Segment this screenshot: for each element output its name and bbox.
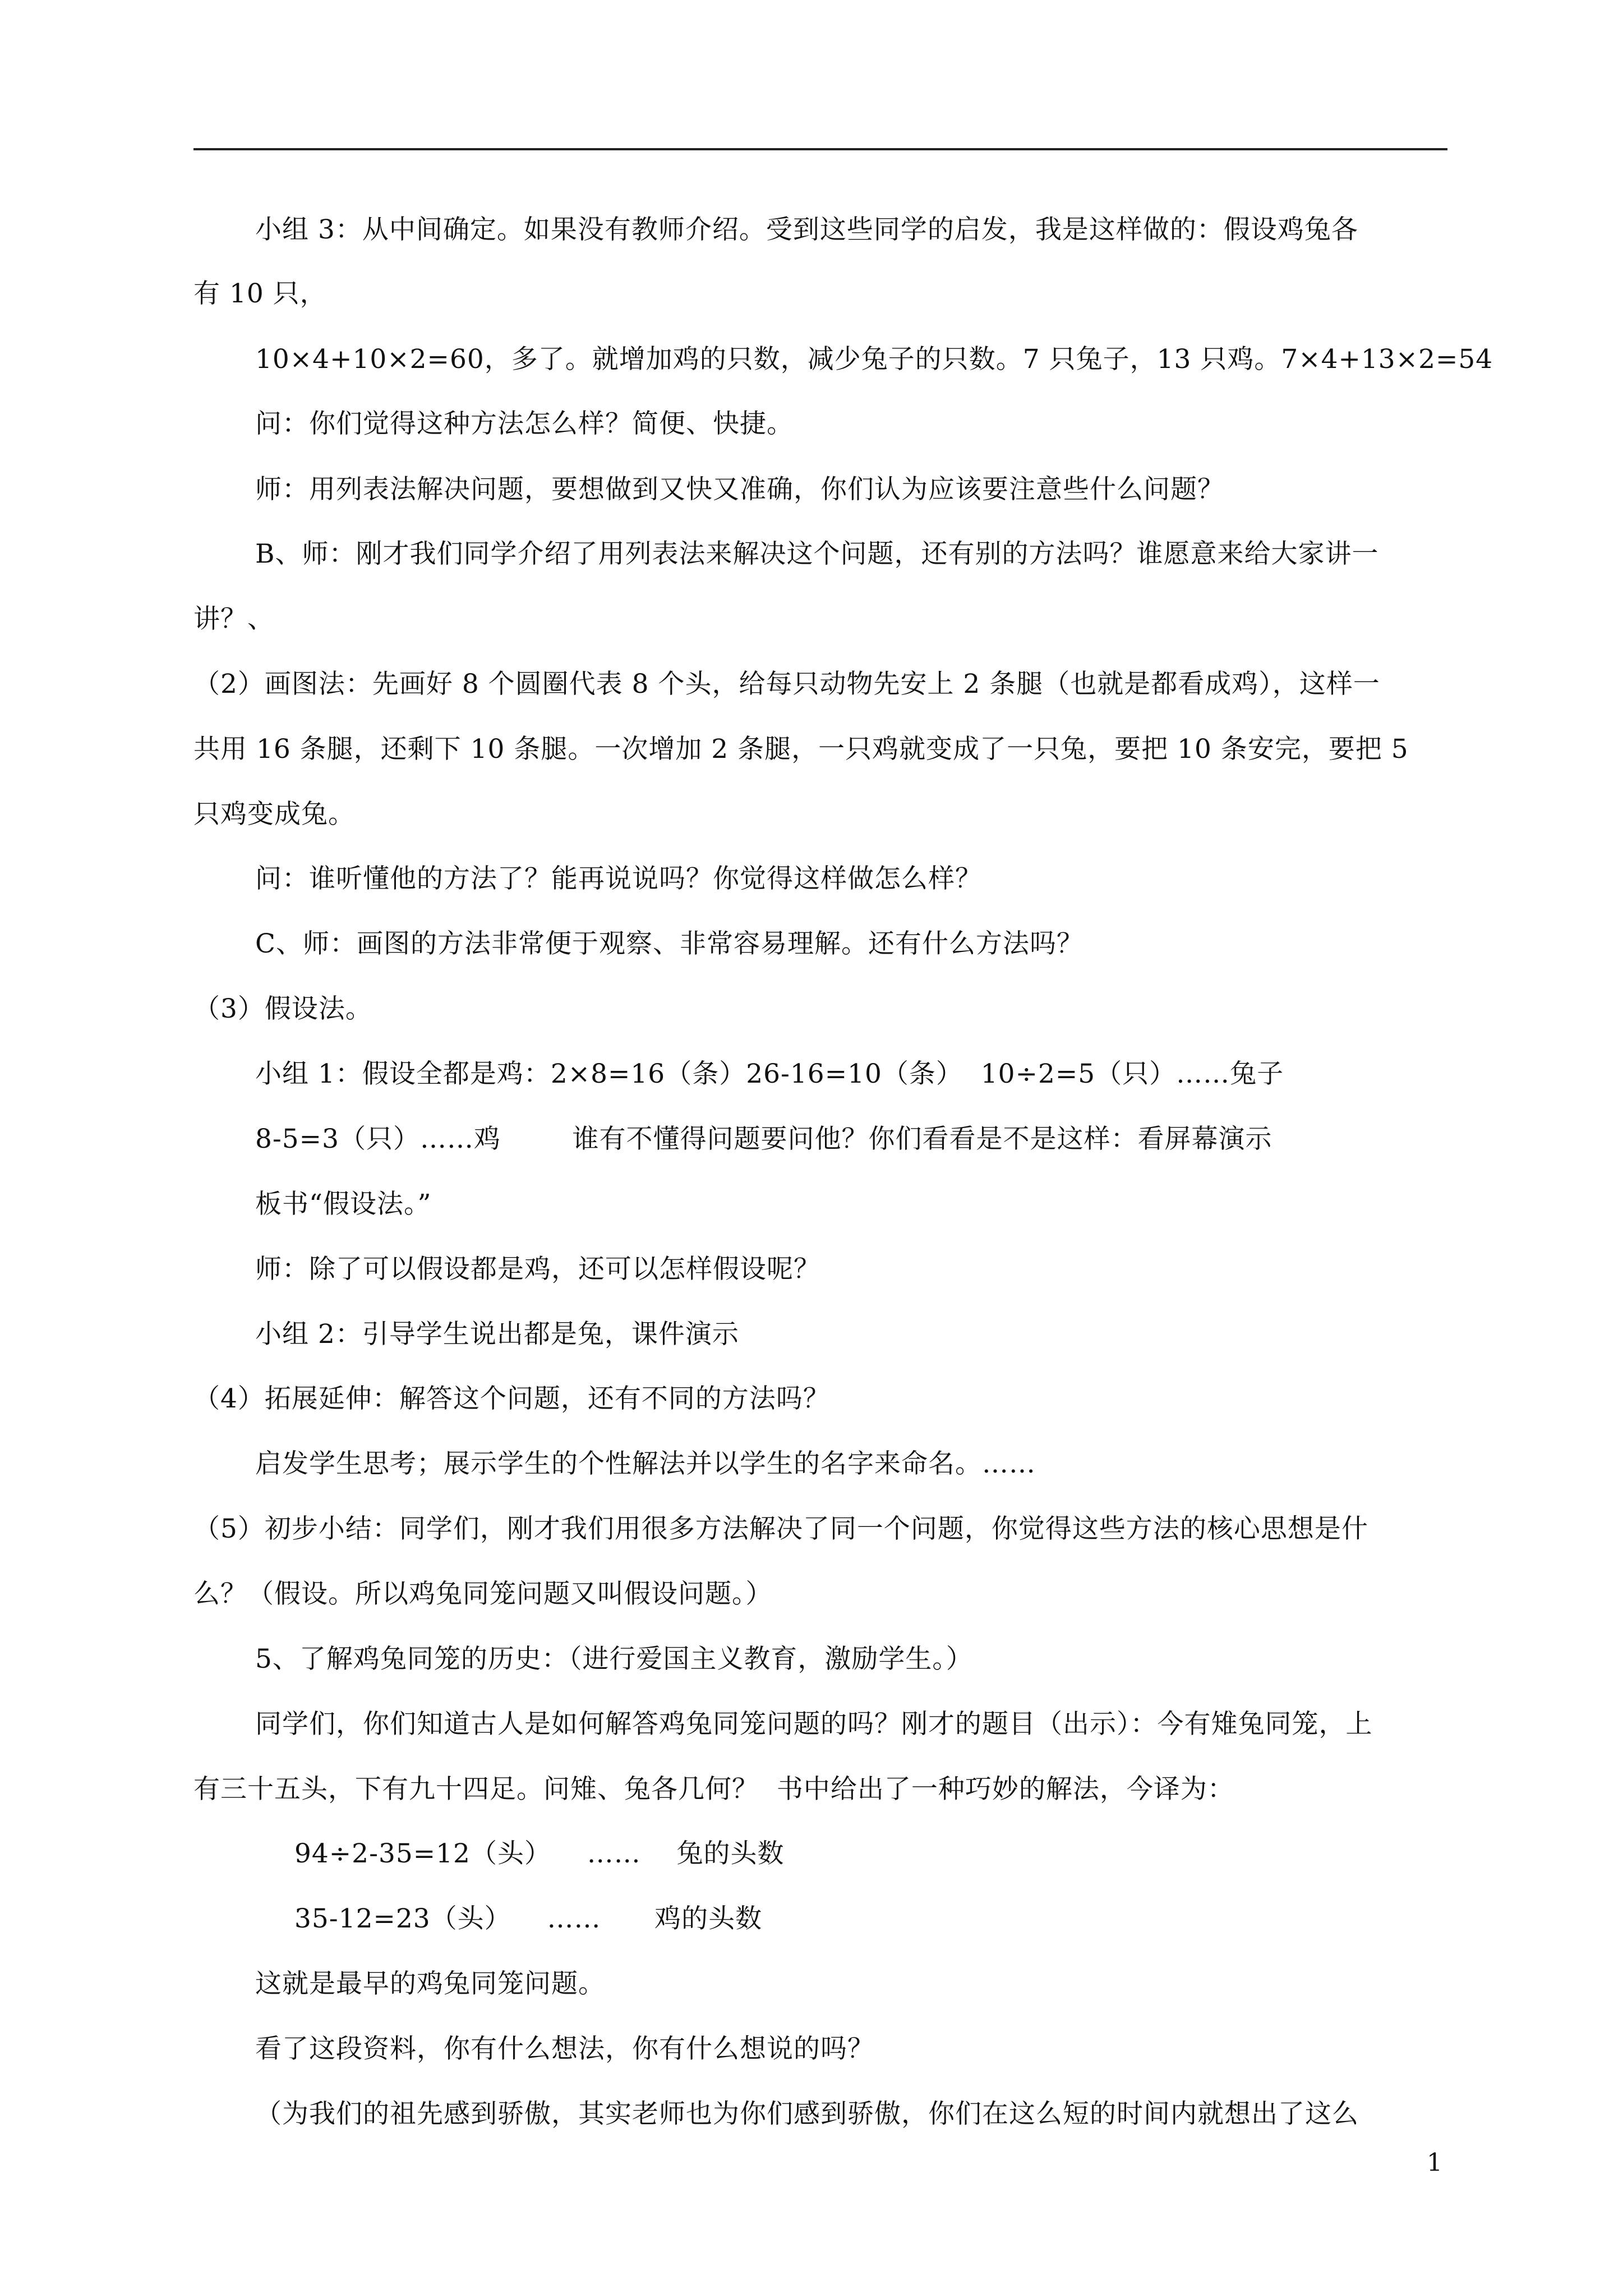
paragraph-line: 讲？、: [193, 604, 274, 634]
paragraph-line: 有 10 只，: [193, 278, 327, 309]
paragraph-line: 板书“假设法。”: [255, 1189, 432, 1220]
paragraph-line: 同学们，你们知道古人是如何解答鸡兔同笼问题的吗？刚才的题目（出示）：今有雉兔同笼，上: [255, 1709, 1373, 1740]
paragraph-line: （3）假设法。: [193, 993, 372, 1024]
paragraph-line: 94÷2-35=12（头） …… 兔的头数: [294, 1838, 785, 1869]
paragraph-line: 35-12=23（头） …… 鸡的头数: [294, 1903, 763, 1934]
paragraph-line: （4）拓展延伸：解答这个问题，还有不同的方法吗？: [193, 1383, 830, 1414]
paragraph-line: 有三十五头，下有九十四足。问雉、兔各几何？ 书中给出了一种巧妙的解法，今译为：: [193, 1774, 1234, 1805]
paragraph-line: C、师：画图的方法非常便于观察、非常容易理解。还有什么方法吗？: [255, 928, 1083, 959]
paragraph-line: 共用 16 条腿，还剩下 10 条腿。一次增加 2 条腿，一只鸡就变成了一只兔，要把 10 条安完，要把 5: [193, 734, 1409, 765]
paragraph-line: （2）画图法：先画好 8 个圆圈代表 8 个头，给每只动物先安上 2 条腿（也就是都看成鸡），这样一: [193, 669, 1380, 700]
paragraph-line: 小组 2：引导学生说出都是兔，课件演示: [255, 1319, 739, 1350]
paragraph-line: 只鸡变成兔。: [193, 799, 355, 830]
paragraph-line: B、师：刚才我们同学介绍了用列表法来解决这个问题，还有别的方法吗？谁愿意来给大家讲一: [255, 539, 1379, 569]
paragraph-line: 这就是最早的鸡兔同笼问题。: [255, 1968, 605, 1999]
header-rule: [193, 148, 1447, 150]
paragraph-line: 5、了解鸡兔同笼的历史：（进行爱国主义教育，激励学生。）: [255, 1644, 973, 1674]
paragraph-line: （为我们的祖先感到骄傲，其实老师也为你们感到骄傲，你们在这么短的时间内就想出了这么: [255, 2099, 1359, 2129]
paragraph-line: 8-5=3（只）……鸡 谁有不懂得问题要问他？你们看看是不是这样：看屏幕演示: [255, 1124, 1272, 1154]
paragraph-line: 师：除了可以假设都是鸡，还可以怎样假设呢？: [255, 1254, 820, 1285]
paragraph-line: 10×4+10×2=60，多了。就增加鸡的只数，减少兔子的只数。7 只兔子，13 只鸡。7×4+13×2=54: [255, 344, 1493, 375]
paragraph-line: 问：谁听懂他的方法了？能再说说吗？你觉得这样做怎么样？: [255, 863, 982, 894]
paragraph-line: 师：用列表法解决问题，要想做到又快又准确，你们认为应该要注意些什么问题？: [255, 474, 1224, 505]
paragraph-line: 问：你们觉得这种方法怎么样？简便、快捷。: [255, 408, 794, 439]
paragraph-line: 看了这段资料，你有什么想法，你有什么想说的吗？: [255, 2033, 874, 2064]
paragraph-line: 小组 3：从中间确定。如果没有教师介绍。受到这些同学的启发，我是这样做的：假设鸡兔各: [255, 214, 1358, 245]
paragraph-line: （5）初步小结：同学们，刚才我们用很多方法解决了同一个问题，你觉得这些方法的核心思想是什: [193, 1513, 1368, 1544]
paragraph-line: 小组 1：假设全都是鸡：2×8=16（条）26-16=10（条） 10÷2=5（只）……兔子: [255, 1059, 1284, 1089]
paragraph-line: 么？（假设。所以鸡兔同笼问题又叫假设问题。）: [193, 1579, 773, 1609]
page-number: 1: [1427, 2148, 1442, 2177]
paragraph-line: 启发学生思考；展示学生的个性解法并以学生的名字来命名。……: [255, 1448, 1036, 1479]
